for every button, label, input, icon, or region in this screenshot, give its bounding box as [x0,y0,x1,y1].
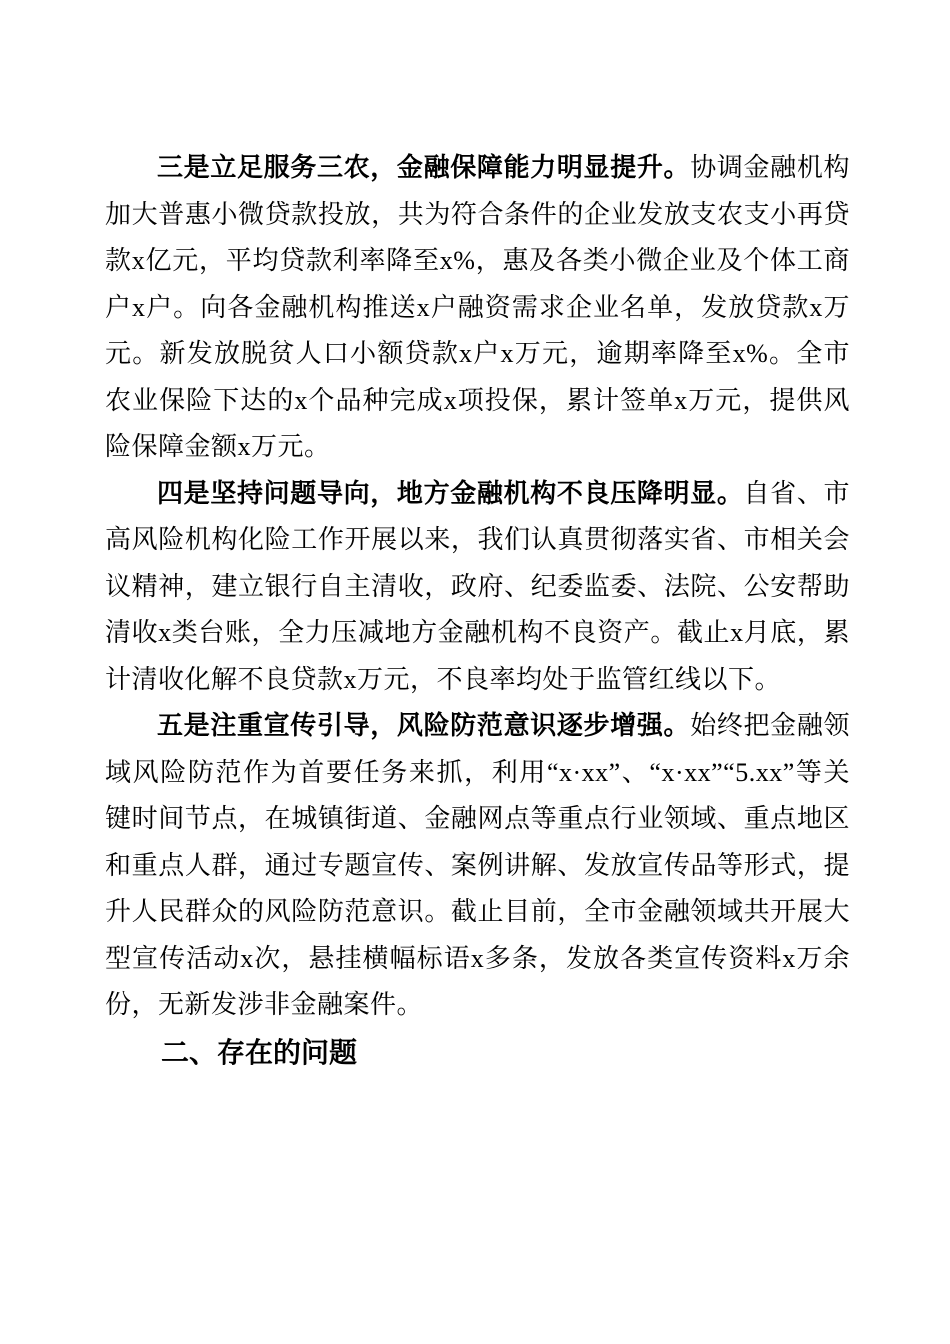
paragraph-four [105,471,850,704]
paragraph-five [105,703,850,1029]
paragraph-three [105,145,850,471]
paragraph-four-body: 自省、市高风险机构化险工作开展以来，我们认真贯彻落实省、市相关会议精神，建立银行自主清收，政府、纪委监委、法院、公安帮助清收x类台账，全力压减地方金融机构不良资产。截止x月底，累计清收化解不良贷款x万元，不良率均处于监管红线以下。 [105,478,850,694]
paragraph-three-lead: 三是立足服务三农，金融保障能力明显提升。 [157,153,691,182]
paragraph-five-body: 始终把金融领域风险防范作为首要任务来抓，利用“x·xx”、“x·xx”“5.xx”等关键时间节点，在城镇街道、金融网点等重点行业领域、重点地区和重点人群，通过专题宣传、案例讲解、发放宣传品等形式，提升人民群众的风险防范意识。截止目前，全市金融领域共开展大型宣传活动x次，悬挂横幅标语x多条，发放各类宣传资料x万余份，无新发涉非金融案件。 [105,711,850,1019]
paragraph-five-lead: 五是注重宣传引导，风险防范意识逐步增强。 [157,711,691,740]
section-heading: 二、存在的问题 [161,1036,358,1068]
paragraph-four-lead: 四是坚持问题导向，地方金融机构不良压降明显。 [157,478,744,508]
paragraph-three-body: 协调金融机构加大普惠小微贷款投放，共为符合条件的企业发放支农支小再贷款x亿元，平均贷款利率降至x%，惠及各类小微企业及个体工商户x户。向各金融机构推送x户融资需求企业名单，发放贷款x万元。新发放脱贫人口小额贷款x户x万元，逾期率降至x%。全市农业保险下达的x个品种完成x项投保，累计签单x万元，提供风险保障金额x万元。 [105,153,850,461]
